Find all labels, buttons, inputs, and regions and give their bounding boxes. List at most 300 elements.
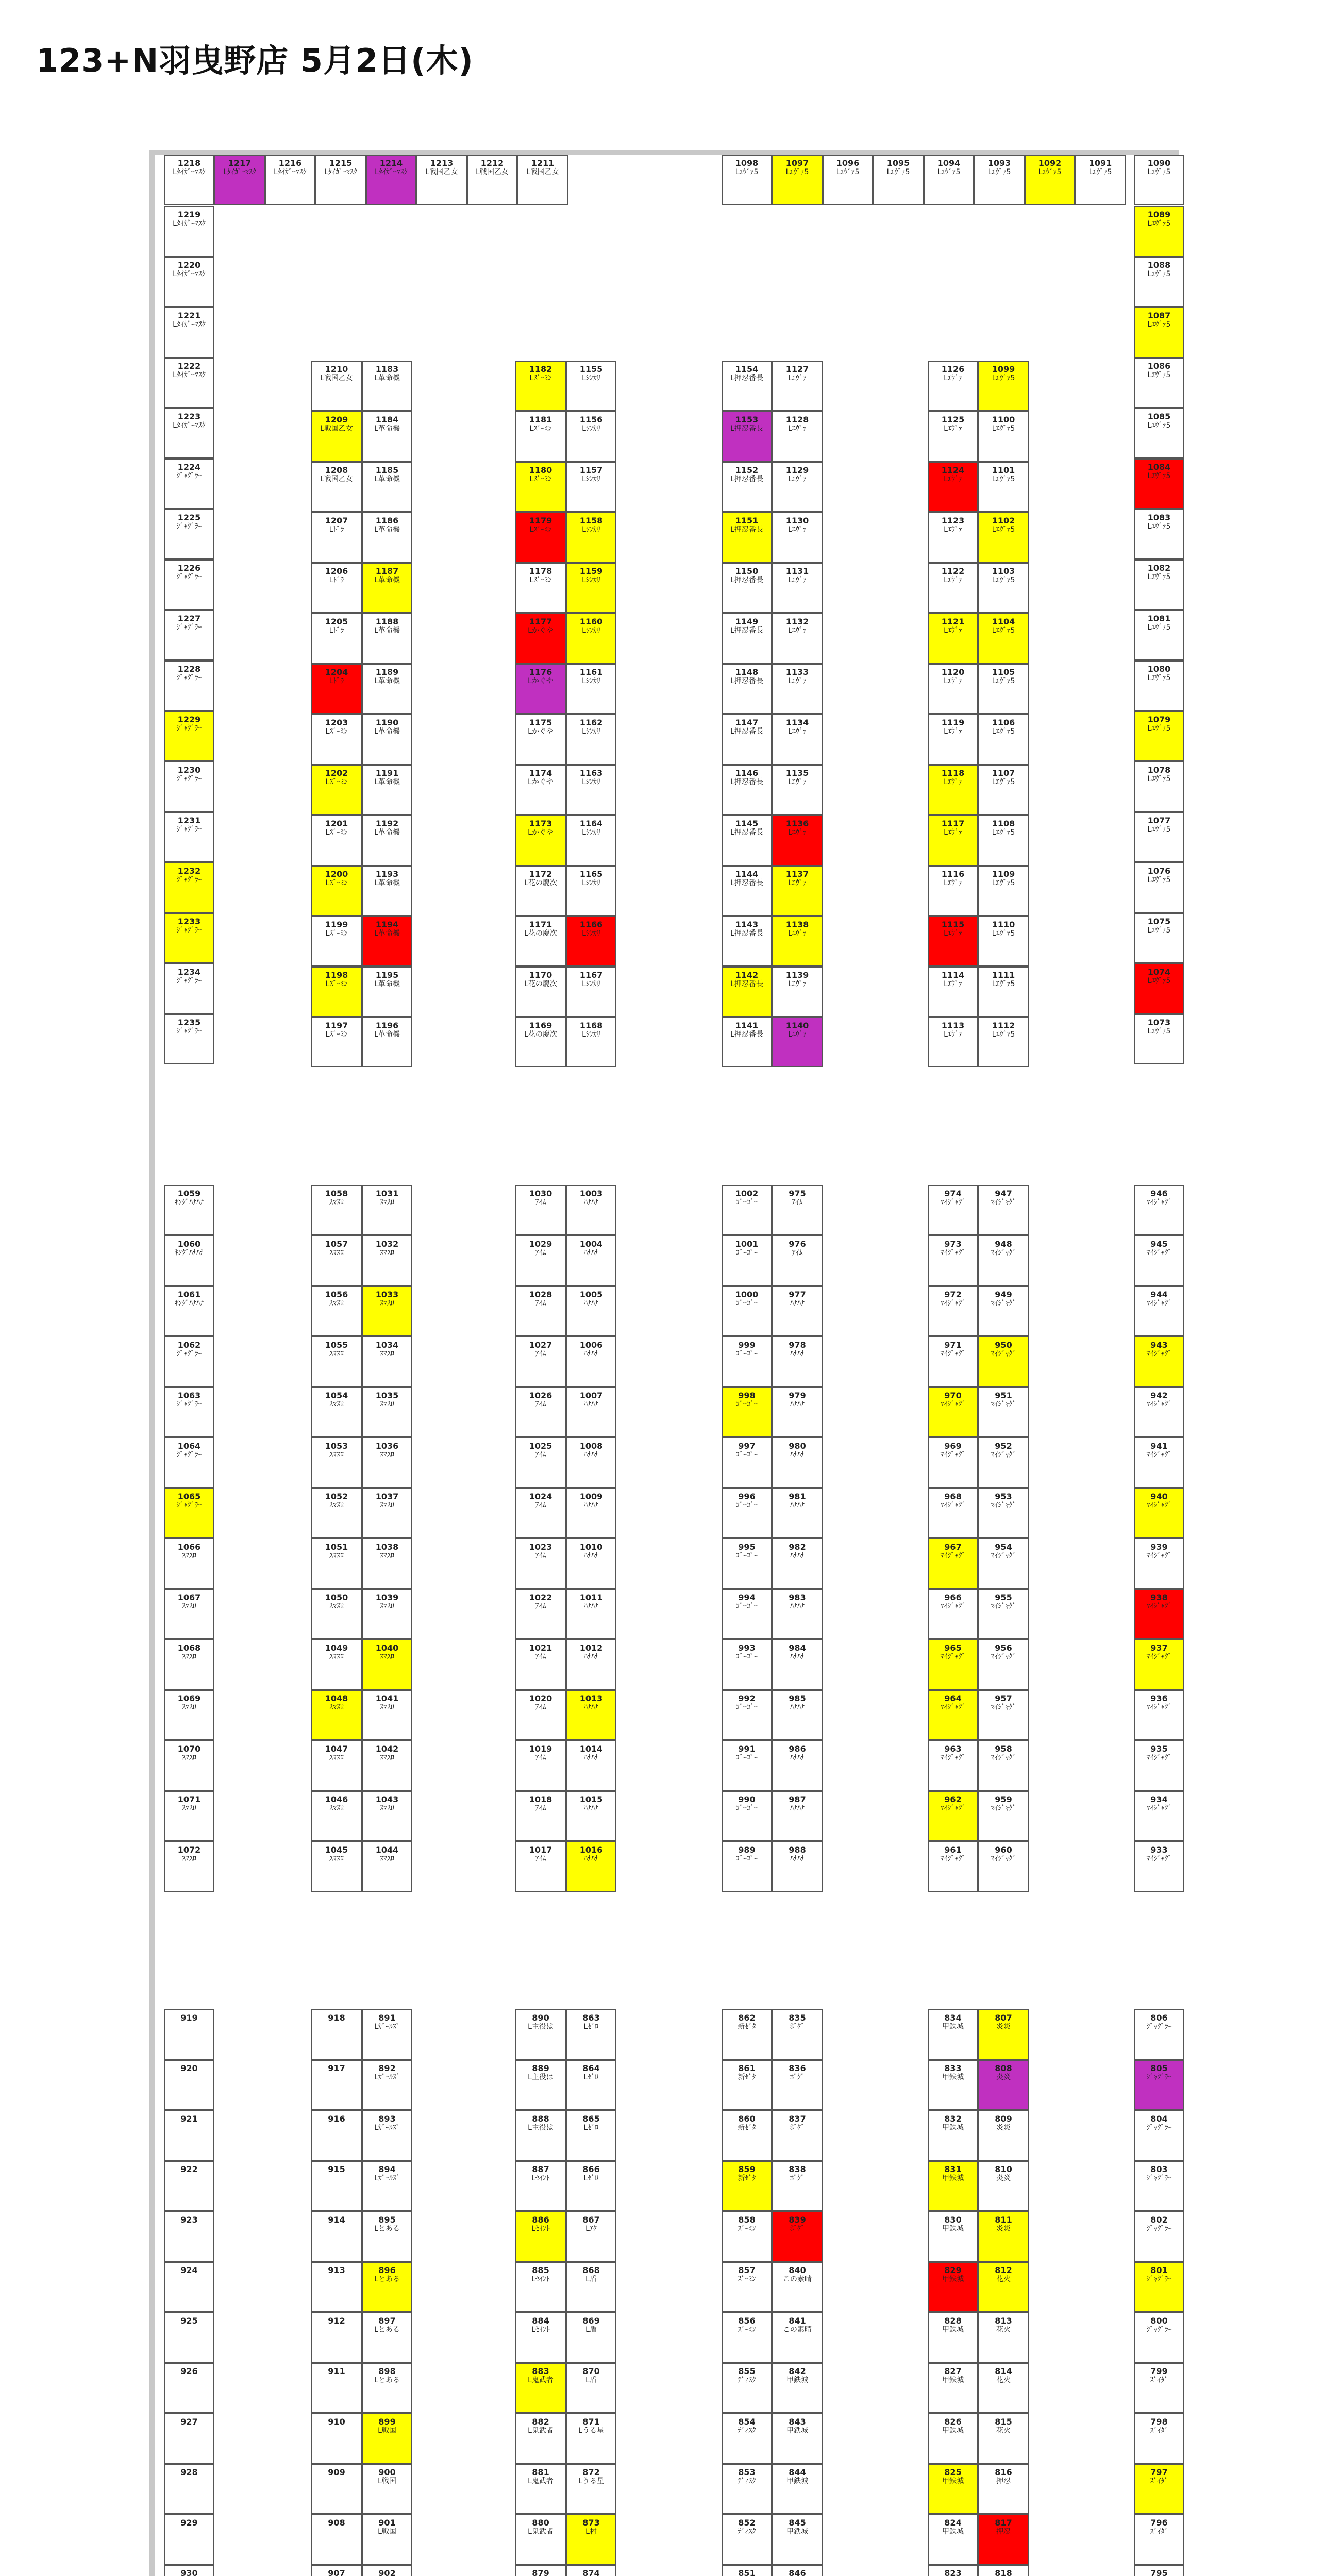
machine-1183[interactable] — [362, 361, 412, 411]
machine-1090[interactable] — [1134, 155, 1184, 205]
machine-930[interactable] — [164, 2565, 214, 2576]
machine-1179[interactable] — [515, 512, 566, 563]
machine-1174[interactable] — [515, 765, 566, 815]
machine-829[interactable] — [928, 2262, 978, 2312]
machine-993[interactable] — [722, 1639, 772, 1690]
machine-1196[interactable] — [362, 1017, 412, 1067]
machine-887[interactable] — [515, 2161, 566, 2211]
machine-948[interactable] — [978, 1235, 1029, 1286]
machine-1201[interactable] — [311, 815, 362, 866]
machine-1041[interactable] — [362, 1690, 412, 1740]
machine-1057[interactable] — [311, 1235, 362, 1286]
machine-1173[interactable] — [515, 815, 566, 866]
machine-1167[interactable] — [566, 967, 616, 1017]
machine-890[interactable] — [515, 2009, 566, 2060]
machine-936[interactable] — [1134, 1690, 1184, 1740]
machine-954[interactable] — [978, 1538, 1029, 1589]
machine-870[interactable] — [566, 2363, 616, 2413]
machine-874[interactable] — [566, 2565, 616, 2576]
machine-795[interactable] — [1134, 2565, 1184, 2576]
machine-1192[interactable] — [362, 815, 412, 866]
machine-1134[interactable] — [772, 714, 823, 765]
machine-1087[interactable] — [1134, 307, 1184, 358]
machine-1216[interactable] — [265, 155, 315, 205]
machine-1084[interactable] — [1134, 459, 1184, 509]
machine-1079[interactable] — [1134, 711, 1184, 761]
machine-1131[interactable] — [772, 563, 823, 613]
machine-1030[interactable] — [515, 1185, 566, 1235]
machine-891[interactable] — [362, 2009, 412, 2060]
machine-886[interactable] — [515, 2211, 566, 2262]
machine-899[interactable] — [362, 2413, 412, 2464]
machine-996[interactable] — [722, 1488, 772, 1538]
machine-1222[interactable] — [164, 358, 214, 408]
machine-937[interactable] — [1134, 1639, 1184, 1690]
machine-1091[interactable] — [1075, 155, 1126, 205]
machine-859[interactable] — [722, 2161, 772, 2211]
machine-1048[interactable] — [311, 1690, 362, 1740]
machine-1010[interactable] — [566, 1538, 616, 1589]
machine-1111[interactable] — [978, 967, 1029, 1017]
machine-974[interactable] — [928, 1185, 978, 1235]
machine-1061[interactable] — [164, 1286, 214, 1336]
machine-949[interactable] — [978, 1286, 1029, 1336]
machine-924[interactable] — [164, 2262, 214, 2312]
machine-1099[interactable] — [978, 361, 1029, 411]
machine-1180[interactable] — [515, 462, 566, 512]
machine-1043[interactable] — [362, 1791, 412, 1841]
machine-941[interactable] — [1134, 1437, 1184, 1488]
machine-987[interactable] — [772, 1791, 823, 1841]
machine-1120[interactable] — [928, 664, 978, 714]
machine-1070[interactable] — [164, 1740, 214, 1791]
machine-950[interactable] — [978, 1336, 1029, 1387]
machine-1013[interactable] — [566, 1690, 616, 1740]
machine-1119[interactable] — [928, 714, 978, 765]
machine-816[interactable] — [978, 2464, 1029, 2514]
machine-917[interactable] — [311, 2060, 362, 2110]
machine-1075[interactable] — [1134, 913, 1184, 963]
machine-1066[interactable] — [164, 1538, 214, 1589]
machine-843[interactable] — [772, 2413, 823, 2464]
machine-1136[interactable] — [772, 815, 823, 866]
machine-814[interactable] — [978, 2363, 1029, 2413]
machine-1185[interactable] — [362, 462, 412, 512]
machine-1199[interactable] — [311, 916, 362, 967]
machine-1015[interactable] — [566, 1791, 616, 1841]
machine-1035[interactable] — [362, 1387, 412, 1437]
machine-1229[interactable] — [164, 711, 214, 761]
machine-1223[interactable] — [164, 408, 214, 459]
machine-1003[interactable] — [566, 1185, 616, 1235]
machine-1008[interactable] — [566, 1437, 616, 1488]
machine-1058[interactable] — [311, 1185, 362, 1235]
machine-1138[interactable] — [772, 916, 823, 967]
machine-815[interactable] — [978, 2413, 1029, 2464]
machine-1234[interactable] — [164, 963, 214, 1014]
machine-1227[interactable] — [164, 610, 214, 660]
machine-827[interactable] — [928, 2363, 978, 2413]
machine-1194[interactable] — [362, 916, 412, 967]
machine-1200[interactable] — [311, 866, 362, 916]
machine-966[interactable] — [928, 1589, 978, 1639]
machine-1054[interactable] — [311, 1387, 362, 1437]
machine-1193[interactable] — [362, 866, 412, 916]
machine-895[interactable] — [362, 2211, 412, 2262]
machine-1093[interactable] — [974, 155, 1025, 205]
machine-807[interactable] — [978, 2009, 1029, 2060]
machine-925[interactable] — [164, 2312, 214, 2363]
machine-983[interactable] — [772, 1589, 823, 1639]
machine-1164[interactable] — [566, 815, 616, 866]
machine-893[interactable] — [362, 2110, 412, 2161]
machine-1072[interactable] — [164, 1841, 214, 1892]
machine-1012[interactable] — [566, 1639, 616, 1690]
machine-796[interactable] — [1134, 2514, 1184, 2565]
machine-1000[interactable] — [722, 1286, 772, 1336]
machine-894[interactable] — [362, 2161, 412, 2211]
machine-959[interactable] — [978, 1791, 1029, 1841]
machine-968[interactable] — [928, 1488, 978, 1538]
machine-1159[interactable] — [566, 563, 616, 613]
machine-1068[interactable] — [164, 1639, 214, 1690]
machine-810[interactable] — [978, 2161, 1029, 2211]
machine-1142[interactable] — [722, 967, 772, 1017]
machine-832[interactable] — [928, 2110, 978, 2161]
machine-1076[interactable] — [1134, 862, 1184, 913]
machine-980[interactable] — [772, 1437, 823, 1488]
machine-1031[interactable] — [362, 1185, 412, 1235]
machine-1139[interactable] — [772, 967, 823, 1017]
machine-943[interactable] — [1134, 1336, 1184, 1387]
machine-1166[interactable] — [566, 916, 616, 967]
machine-854[interactable] — [722, 2413, 772, 2464]
machine-1157[interactable] — [566, 462, 616, 512]
machine-1059[interactable] — [164, 1185, 214, 1235]
machine-964[interactable] — [928, 1690, 978, 1740]
machine-799[interactable] — [1134, 2363, 1184, 2413]
machine-1052[interactable] — [311, 1488, 362, 1538]
machine-915[interactable] — [311, 2161, 362, 2211]
machine-1063[interactable] — [164, 1387, 214, 1437]
machine-1207[interactable] — [311, 512, 362, 563]
machine-1235[interactable] — [164, 1014, 214, 1064]
machine-1212[interactable] — [467, 155, 517, 205]
machine-999[interactable] — [722, 1336, 772, 1387]
machine-833[interactable] — [928, 2060, 978, 2110]
machine-1133[interactable] — [772, 664, 823, 714]
machine-1107[interactable] — [978, 765, 1029, 815]
machine-1097[interactable] — [772, 155, 823, 205]
machine-855[interactable] — [722, 2363, 772, 2413]
machine-1124[interactable] — [928, 462, 978, 512]
machine-942[interactable] — [1134, 1387, 1184, 1437]
machine-1127[interactable] — [772, 361, 823, 411]
machine-1102[interactable] — [978, 512, 1029, 563]
machine-1175[interactable] — [515, 714, 566, 765]
machine-953[interactable] — [978, 1488, 1029, 1538]
machine-1040[interactable] — [362, 1639, 412, 1690]
machine-1220[interactable] — [164, 257, 214, 307]
machine-981[interactable] — [772, 1488, 823, 1538]
machine-933[interactable] — [1134, 1841, 1184, 1892]
machine-804[interactable] — [1134, 2110, 1184, 2161]
machine-1095[interactable] — [873, 155, 924, 205]
machine-972[interactable] — [928, 1286, 978, 1336]
machine-1100[interactable] — [978, 411, 1029, 462]
machine-1060[interactable] — [164, 1235, 214, 1286]
machine-1184[interactable] — [362, 411, 412, 462]
machine-1228[interactable] — [164, 660, 214, 711]
machine-1115[interactable] — [928, 916, 978, 967]
machine-1083[interactable] — [1134, 509, 1184, 560]
machine-958[interactable] — [978, 1740, 1029, 1791]
machine-846[interactable] — [772, 2565, 823, 2576]
machine-1081[interactable] — [1134, 610, 1184, 660]
machine-1027[interactable] — [515, 1336, 566, 1387]
machine-1170[interactable] — [515, 967, 566, 1017]
machine-1150[interactable] — [722, 563, 772, 613]
machine-1022[interactable] — [515, 1589, 566, 1639]
machine-1034[interactable] — [362, 1336, 412, 1387]
machine-1021[interactable] — [515, 1639, 566, 1690]
machine-1078[interactable] — [1134, 761, 1184, 812]
machine-811[interactable] — [978, 2211, 1029, 2262]
machine-991[interactable] — [722, 1740, 772, 1791]
machine-1077[interactable] — [1134, 812, 1184, 862]
machine-986[interactable] — [772, 1740, 823, 1791]
machine-979[interactable] — [772, 1387, 823, 1437]
machine-1033[interactable] — [362, 1286, 412, 1336]
machine-1226[interactable] — [164, 560, 214, 610]
machine-897[interactable] — [362, 2312, 412, 2363]
machine-913[interactable] — [311, 2262, 362, 2312]
machine-1125[interactable] — [928, 411, 978, 462]
machine-1231[interactable] — [164, 812, 214, 862]
machine-1082[interactable] — [1134, 560, 1184, 610]
machine-1149[interactable] — [722, 613, 772, 664]
machine-1215[interactable] — [315, 155, 366, 205]
machine-1123[interactable] — [928, 512, 978, 563]
machine-1158[interactable] — [566, 512, 616, 563]
machine-940[interactable] — [1134, 1488, 1184, 1538]
machine-880[interactable] — [515, 2514, 566, 2565]
machine-1126[interactable] — [928, 361, 978, 411]
machine-865[interactable] — [566, 2110, 616, 2161]
machine-973[interactable] — [928, 1235, 978, 1286]
machine-1018[interactable] — [515, 1791, 566, 1841]
machine-842[interactable] — [772, 2363, 823, 2413]
machine-845[interactable] — [772, 2514, 823, 2565]
machine-1037[interactable] — [362, 1488, 412, 1538]
machine-1206[interactable] — [311, 563, 362, 613]
machine-947[interactable] — [978, 1185, 1029, 1235]
machine-1006[interactable] — [566, 1336, 616, 1387]
machine-1168[interactable] — [566, 1017, 616, 1067]
machine-1202[interactable] — [311, 765, 362, 815]
machine-914[interactable] — [311, 2211, 362, 2262]
machine-985[interactable] — [772, 1690, 823, 1740]
machine-1065[interactable] — [164, 1488, 214, 1538]
machine-1210[interactable] — [311, 361, 362, 411]
machine-882[interactable] — [515, 2413, 566, 2464]
machine-1128[interactable] — [772, 411, 823, 462]
machine-896[interactable] — [362, 2262, 412, 2312]
machine-1217[interactable] — [214, 155, 265, 205]
machine-934[interactable] — [1134, 1791, 1184, 1841]
machine-1225[interactable] — [164, 509, 214, 560]
machine-1152[interactable] — [722, 462, 772, 512]
machine-901[interactable] — [362, 2514, 412, 2565]
machine-1162[interactable] — [566, 714, 616, 765]
machine-879[interactable] — [515, 2565, 566, 2576]
machine-862[interactable] — [722, 2009, 772, 2060]
machine-892[interactable] — [362, 2060, 412, 2110]
machine-835[interactable] — [772, 2009, 823, 2060]
machine-853[interactable] — [722, 2464, 772, 2514]
machine-1221[interactable] — [164, 307, 214, 358]
machine-978[interactable] — [772, 1336, 823, 1387]
machine-1118[interactable] — [928, 765, 978, 815]
machine-1214[interactable] — [366, 155, 416, 205]
machine-1154[interactable] — [722, 361, 772, 411]
machine-945[interactable] — [1134, 1235, 1184, 1286]
machine-1001[interactable] — [722, 1235, 772, 1286]
machine-1188[interactable] — [362, 613, 412, 664]
machine-1067[interactable] — [164, 1589, 214, 1639]
machine-1023[interactable] — [515, 1538, 566, 1589]
machine-969[interactable] — [928, 1437, 978, 1488]
machine-916[interactable] — [311, 2110, 362, 2161]
machine-1108[interactable] — [978, 815, 1029, 866]
machine-995[interactable] — [722, 1538, 772, 1589]
machine-889[interactable] — [515, 2060, 566, 2110]
machine-1029[interactable] — [515, 1235, 566, 1286]
machine-888[interactable] — [515, 2110, 566, 2161]
machine-1135[interactable] — [772, 765, 823, 815]
machine-1155[interactable] — [566, 361, 616, 411]
machine-923[interactable] — [164, 2211, 214, 2262]
machine-1046[interactable] — [311, 1791, 362, 1841]
machine-1088[interactable] — [1134, 257, 1184, 307]
machine-1103[interactable] — [978, 563, 1029, 613]
machine-1140[interactable] — [772, 1017, 823, 1067]
machine-1172[interactable] — [515, 866, 566, 916]
machine-817[interactable] — [978, 2514, 1029, 2565]
machine-902[interactable] — [362, 2565, 412, 2576]
machine-938[interactable] — [1134, 1589, 1184, 1639]
machine-1213[interactable] — [416, 155, 467, 205]
machine-1186[interactable] — [362, 512, 412, 563]
machine-1208[interactable] — [311, 462, 362, 512]
machine-1160[interactable] — [566, 613, 616, 664]
machine-921[interactable] — [164, 2110, 214, 2161]
machine-831[interactable] — [928, 2161, 978, 2211]
machine-1130[interactable] — [772, 512, 823, 563]
machine-907[interactable] — [311, 2565, 362, 2576]
machine-852[interactable] — [722, 2514, 772, 2565]
machine-961[interactable] — [928, 1841, 978, 1892]
machine-1096[interactable] — [823, 155, 873, 205]
machine-1016[interactable] — [566, 1841, 616, 1892]
machine-967[interactable] — [928, 1538, 978, 1589]
machine-1017[interactable] — [515, 1841, 566, 1892]
machine-1025[interactable] — [515, 1437, 566, 1488]
machine-873[interactable] — [566, 2514, 616, 2565]
machine-1177[interactable] — [515, 613, 566, 664]
machine-990[interactable] — [722, 1791, 772, 1841]
machine-884[interactable] — [515, 2312, 566, 2363]
machine-1098[interactable] — [722, 155, 772, 205]
machine-851[interactable] — [722, 2565, 772, 2576]
machine-840[interactable] — [772, 2262, 823, 2312]
machine-1132[interactable] — [772, 613, 823, 664]
machine-984[interactable] — [772, 1639, 823, 1690]
machine-976[interactable] — [772, 1235, 823, 1286]
machine-1190[interactable] — [362, 714, 412, 765]
machine-1086[interactable] — [1134, 358, 1184, 408]
machine-1143[interactable] — [722, 916, 772, 967]
machine-809[interactable] — [978, 2110, 1029, 2161]
machine-1171[interactable] — [515, 916, 566, 967]
machine-1050[interactable] — [311, 1589, 362, 1639]
machine-813[interactable] — [978, 2312, 1029, 2363]
machine-1182[interactable] — [515, 361, 566, 411]
machine-1211[interactable] — [517, 155, 568, 205]
machine-1181[interactable] — [515, 411, 566, 462]
machine-1195[interactable] — [362, 967, 412, 1017]
machine-1094[interactable] — [924, 155, 974, 205]
machine-926[interactable] — [164, 2363, 214, 2413]
machine-797[interactable] — [1134, 2464, 1184, 2514]
machine-1176[interactable] — [515, 664, 566, 714]
machine-1101[interactable] — [978, 462, 1029, 512]
machine-1141[interactable] — [722, 1017, 772, 1067]
machine-824[interactable] — [928, 2514, 978, 2565]
machine-1224[interactable] — [164, 459, 214, 509]
machine-1045[interactable] — [311, 1841, 362, 1892]
machine-911[interactable] — [311, 2363, 362, 2413]
machine-956[interactable] — [978, 1639, 1029, 1690]
machine-1073[interactable] — [1134, 1014, 1184, 1064]
machine-869[interactable] — [566, 2312, 616, 2363]
machine-1145[interactable] — [722, 815, 772, 866]
machine-867[interactable] — [566, 2211, 616, 2262]
machine-1064[interactable] — [164, 1437, 214, 1488]
machine-1020[interactable] — [515, 1690, 566, 1740]
machine-1104[interactable] — [978, 613, 1029, 664]
machine-955[interactable] — [978, 1589, 1029, 1639]
machine-935[interactable] — [1134, 1740, 1184, 1791]
machine-1051[interactable] — [311, 1538, 362, 1589]
machine-857[interactable] — [722, 2262, 772, 2312]
machine-800[interactable] — [1134, 2312, 1184, 2363]
machine-883[interactable] — [515, 2363, 566, 2413]
machine-1198[interactable] — [311, 967, 362, 1017]
machine-1209[interactable] — [311, 411, 362, 462]
machine-1233[interactable] — [164, 913, 214, 963]
machine-922[interactable] — [164, 2161, 214, 2211]
machine-1148[interactable] — [722, 664, 772, 714]
machine-1055[interactable] — [311, 1336, 362, 1387]
machine-1036[interactable] — [362, 1437, 412, 1488]
machine-1105[interactable] — [978, 664, 1029, 714]
machine-951[interactable] — [978, 1387, 1029, 1437]
machine-1069[interactable] — [164, 1690, 214, 1740]
machine-957[interactable] — [978, 1690, 1029, 1740]
machine-1053[interactable] — [311, 1437, 362, 1488]
machine-1156[interactable] — [566, 411, 616, 462]
